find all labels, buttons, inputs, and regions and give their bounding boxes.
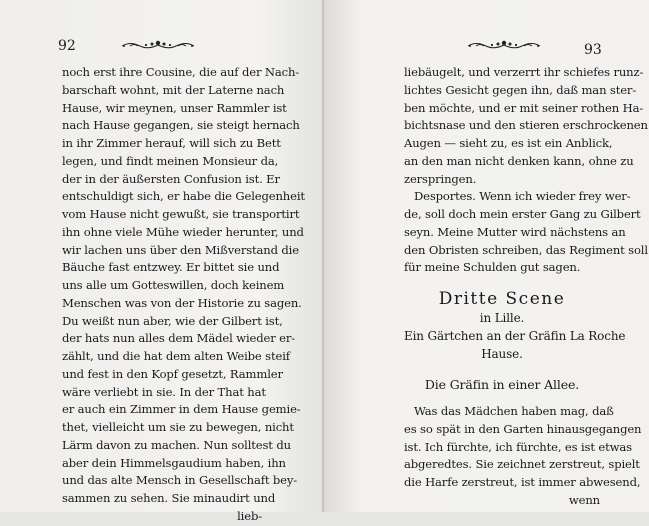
- text-line: und fest in den Kopf gesetzt, Rammler: [62, 366, 283, 381]
- text-line: den Obristen schreiben, das Regiment soll: [404, 242, 648, 257]
- text-line: uns alle um Gotteswillen, doch keinem: [62, 278, 285, 292]
- text-line: Bäuche fast entzwey. Er bittet sie und: [62, 260, 280, 275]
- text-line: an den man nicht denken kann, ohne zu: [404, 153, 634, 168]
- text-line: barschaft wohnt, mit der Laterne nach: [62, 82, 285, 97]
- ornament-icon: [466, 37, 542, 53]
- catchword: lieb-: [237, 508, 262, 523]
- text-line: lichtes Gesicht gegen ihn, daß man ster-: [404, 82, 637, 97]
- text-line: es so spät in den Garten hinausgegangen: [404, 421, 642, 436]
- text-line: in ihr Zimmer herauf, will sich zu Bett: [62, 136, 281, 150]
- text-line: nach Hause gegangen, sie steigt hernach: [62, 118, 300, 133]
- ornament-icon: [120, 37, 196, 53]
- text-line: der in der äußersten Confusion ist. Er: [62, 171, 280, 186]
- page-number-left: 92: [58, 38, 76, 54]
- text-line: Augen — sieht zu, es ist ein Anblick,: [404, 136, 613, 150]
- text-line: Du weißt nun aber, wie der Gilbert ist,: [62, 313, 283, 328]
- text-line: wir lachen uns über den Mißverstand die: [62, 242, 299, 257]
- right-page: [324, 0, 649, 512]
- text-line: für meine Schulden gut sagen.: [404, 260, 581, 275]
- text-line: vom Hause nicht gewußt, sie transportirt: [62, 207, 300, 221]
- text-line: de, soll doch mein erster Gang zu Gilbert: [404, 207, 641, 221]
- scene-description: Ein Gärtchen an der Gräfin La Roche: [404, 329, 626, 343]
- text-line: Lärm davon zu machen. Nun solltest du: [62, 437, 291, 452]
- text-line: sammen zu sehen. Sie minaudirt und: [62, 491, 276, 505]
- text-line: abgeredtes. Sie zeichnet zerstreut, spielt: [404, 457, 640, 472]
- text-line: liebäugelt, und verzerrt ihr schiefes runz-: [404, 65, 644, 79]
- text-line: ihn ohne viele Mühe wieder herunter, und: [62, 224, 304, 239]
- text-line: ist. Ich fürchte, ich fürchte, es ist etwas: [404, 439, 632, 454]
- text-line: noch erst ihre Cousine, die auf der Nach-: [62, 65, 300, 79]
- scene-character: Die Gräfin in einer Allee.: [424, 377, 580, 392]
- text-line: die Harfe zerstreut, ist immer abwesend,: [404, 475, 641, 489]
- text-line: ben möchte, und er mit seiner rothen Ha-: [404, 100, 644, 115]
- left-page-body: [62, 64, 305, 526]
- text-line: thet, vielleicht um sie zu bewegen, nicht: [62, 420, 294, 434]
- text-line: seyn. Meine Mutter wird nächstens an: [404, 224, 626, 239]
- text-line: legen, und findt meinen Monsieur da,: [62, 153, 279, 168]
- scene-description-continued: Hause.: [481, 347, 523, 361]
- scene-title: Dritte Scene: [438, 289, 566, 309]
- text-line: Hause, wir meynen, unser Rammler ist: [62, 100, 287, 115]
- right-page-body: [404, 64, 648, 510]
- text-line: entschuldigt sich, er habe die Gelegenheit: [62, 189, 305, 204]
- text-line: Was das Mädchen haben mag, daß: [414, 404, 614, 418]
- page-number-right: 93: [584, 42, 602, 58]
- text-line: Menschen was von der Historie zu sagen.: [62, 295, 302, 310]
- text-line: zählt, und die hat dem alten Weibe steif: [62, 349, 290, 363]
- text-line: der hats nun alles dem Mädel wieder er-: [62, 331, 295, 346]
- text-line: zerspringen.: [404, 171, 477, 186]
- speaker-line: Desportes. Wenn ich wieder frey wer-: [414, 189, 631, 204]
- text-line: wäre verliebt in sie. In der That hat: [62, 384, 266, 399]
- text-line: bichtsnase und den stieren erschrockenen: [404, 118, 648, 133]
- text-line: und das alte Mensch in Gesellschaft bey-: [62, 473, 298, 488]
- scene-place: in Lille.: [479, 311, 525, 325]
- text-line: aber dein Himmelsgaudium haben, ihn: [62, 455, 286, 470]
- left-page: [0, 0, 324, 523]
- text-line: er auch ein Zimmer in dem Hause gemie-: [62, 402, 301, 417]
- catchword: wenn: [568, 492, 600, 507]
